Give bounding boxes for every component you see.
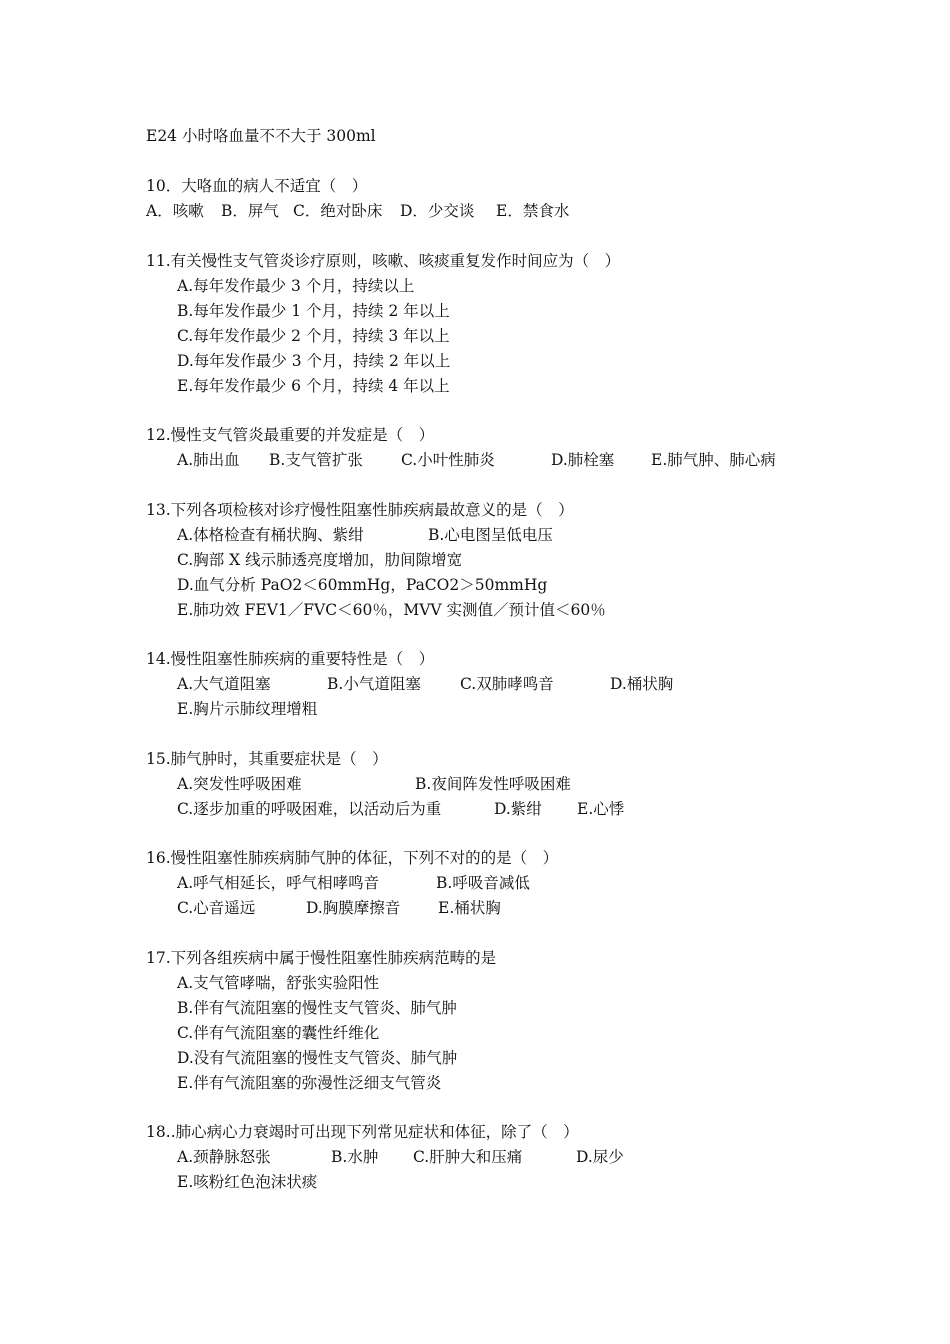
option-a: A.突发性呼吸困难 [177, 775, 302, 793]
option-b: B.水肿 [331, 1148, 379, 1166]
option-b: B．屏气 [221, 202, 279, 220]
question-10-stem: 10．大咯血的病人不适宜（ ） [146, 177, 368, 195]
option-b: B.夜间阵发性呼吸困难 [415, 775, 571, 793]
option-d: D.胸膜摩擦音 [306, 899, 401, 917]
option-b: B.伴有气流阻塞的慢性支气管炎、肺气肿 [177, 999, 457, 1017]
option-d: D.没有气流阻塞的慢性支气管炎、肺气肿 [177, 1049, 458, 1067]
option-c: C.小叶性肺炎 [401, 451, 495, 469]
option-c: C．绝对卧床 [293, 202, 383, 220]
option-a: A.肺出血 [177, 451, 240, 469]
option-a: A．咳嗽 [146, 202, 204, 220]
option-e: E.咳粉红色泡沫状痰 [177, 1173, 318, 1191]
option-a: A.体格检查有桶状胸、紫绀 [177, 526, 364, 544]
option-e: E.胸片示肺纹理增粗 [177, 700, 318, 718]
option-a: A.颈静脉怒张 [177, 1148, 271, 1166]
option-e: E.伴有气流阻塞的弥漫性泛细支气管炎 [177, 1074, 442, 1092]
option-d: D.紫绀 [494, 800, 542, 818]
question-18-stem: 18..肺心病心力衰竭时可出现下列常见症状和体征，除了（ ） [146, 1123, 579, 1141]
option-b: B.支气管扩张 [269, 451, 363, 469]
option-c: C.逐步加重的呼吸困难，以活动后为重 [177, 800, 442, 818]
option-c: C.伴有气流阻塞的囊性纤维化 [177, 1024, 380, 1042]
option-c: C.每年发作最少 2 个月，持续 3 年以上 [177, 327, 450, 345]
question-16-stem: 16.慢性阻塞性肺疾病肺气肿的体征，下列不对的的是（ ） [146, 849, 559, 867]
question-12-stem: 12.慢性支气管炎最重要的并发症是（ ） [146, 426, 435, 444]
option-b: B.小气道阻塞 [327, 675, 421, 693]
option-a: A.支气管哮喘，舒张实验阳性 [177, 974, 380, 992]
question-13-stem: 13.下列各项检核对诊疗慢性阻塞性肺疾病最故意义的是（ ） [146, 501, 574, 519]
option-c: C.肝肿大和压痛 [413, 1148, 523, 1166]
question-11-stem: 11.有关慢性支气管炎诊疗原则，咳嗽、咳痰重复发作时间应为（ ） [146, 252, 621, 270]
option-e: E.每年发作最少 6 个月，持续 4 年以上 [177, 377, 450, 395]
option-d: D.血气分析 PaO2＜60mmHg，PaCO2＞50mmHg [177, 576, 548, 594]
option-a: A.每年发作最少 3 个月，持续以上 [177, 277, 415, 295]
question-15-stem: 15.肺气肿时，其重要症状是（ ） [146, 750, 388, 768]
option-d: D.每年发作最少 3 个月，持续 2 年以上 [177, 352, 451, 370]
option-b: B.呼吸音减低 [436, 874, 530, 892]
option-c: C.心音遥远 [177, 899, 256, 917]
intro-line: E24 小时咯血量不不大于 300ml [146, 127, 376, 145]
option-a: A.大气道阻塞 [177, 675, 271, 693]
option-e: E.心悸 [577, 800, 625, 818]
option-d: D.肺栓塞 [551, 451, 615, 469]
option-e: E.桶状胸 [438, 899, 501, 917]
option-c: C.双肺哮鸣音 [460, 675, 554, 693]
question-14-stem: 14.慢性阻塞性肺疾病的重要特性是（ ） [146, 650, 435, 668]
option-e: E．禁食水 [496, 202, 570, 220]
option-c: C.胸部 X 线示肺透亮度增加，肋间隙增宽 [177, 551, 463, 569]
option-d: D．少交谈 [400, 202, 475, 220]
question-17-stem: 17.下列各组疾病中属于慢性阻塞性肺疾病范畴的是 [146, 949, 497, 967]
option-a: A.呼气相延长，呼气相哮鸣音 [177, 874, 380, 892]
option-b: B.心电图呈低电压 [428, 526, 553, 544]
option-e: E.肺气肿、肺心病 [651, 451, 776, 469]
option-e: E.肺功效 FEV1／FVC＜60％，MVV 实测值／预计值＜60％ [177, 601, 606, 619]
option-b: B.每年发作最少 1 个月，持续 2 年以上 [177, 302, 450, 320]
option-d: D.尿少 [576, 1148, 624, 1166]
option-d: D.桶状胸 [610, 675, 674, 693]
